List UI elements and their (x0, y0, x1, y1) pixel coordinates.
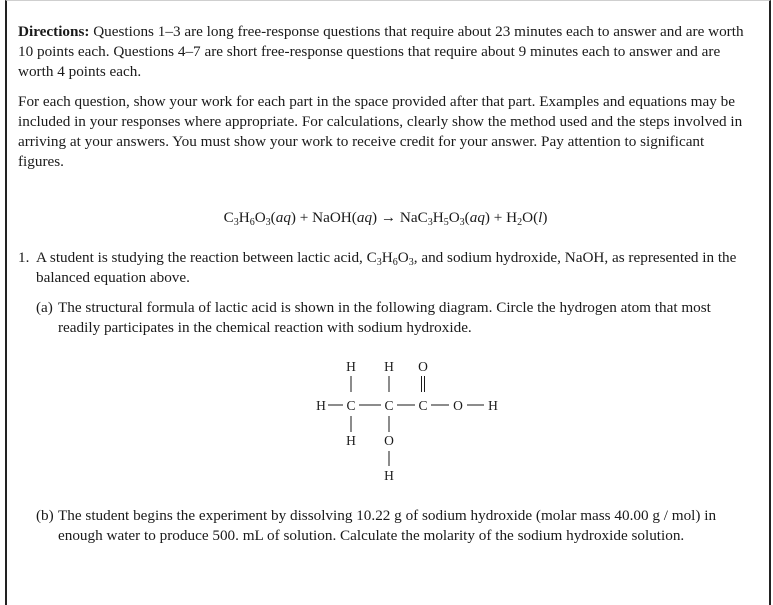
instructions-paragraph: For each question, show your work for each part in the space provided after that part. Examples and equations may be included in your responses where appropriate. For calculations, clearly show the method used and the steps involved in arriving at your answers. You must show your work to receive credit for your answer. Pay attention to significant figures. (18, 93, 743, 170)
directions-label: Directions: (18, 23, 90, 40)
part-b-text: The student begins the experiment by dissolving 10.22 g of sodium hydroxide (molar mass 40.00 g / mol) in enough water to produce 500. mL of solution. Calculate the molarity of the sodium hydroxide solution. (58, 507, 717, 544)
question-1-text: A student is studying the reaction between lactic acid, $C_3H_6O_3$, and sodium hydroxide, NaOH, as represented in the balanced equation above. (36, 249, 737, 286)
question-content (18, 22, 753, 338)
part-a-label: (a) (36, 299, 53, 316)
directions-text: Questions 1–3 are long free-response questions that require about 23 minutes each to answer and are worth 10 points each. Questions 4–7 are short free-response questions that require about 9 minutes each to answer and are worth 4 points each. (18, 23, 744, 80)
atom-o-right: O (453, 398, 463, 413)
atom-h-bottom-1[interactable]: H (346, 433, 356, 448)
atom-o-bottom: O (384, 433, 394, 448)
question-number: 1. (18, 249, 30, 266)
atom-o-top: O (418, 359, 428, 374)
question-1-part-b (36, 506, 753, 546)
atom-c2: C (384, 398, 394, 413)
lactic-acid-structural-formula (280, 357, 520, 485)
directions-paragraph (18, 22, 753, 82)
part-b-label: (b) (36, 507, 54, 524)
atom-h-right[interactable]: H (488, 398, 498, 413)
reaction-arrow: → (380, 209, 397, 226)
atom-c1: C (346, 398, 356, 413)
atom-h-left[interactable]: H (316, 398, 326, 413)
part-a-text: The structural formula of lactic acid is shown in the following diagram. Circle the hydrogen atom that most readily participates in the chemical reaction with sodium hydroxide. (58, 299, 711, 336)
atom-h-bottom-2[interactable]: H (384, 468, 394, 483)
atom-h-top-1[interactable]: H (346, 359, 356, 374)
atom-c3: C (418, 398, 428, 413)
question-1-part-a (36, 298, 753, 338)
atom-h-top-2[interactable]: H (384, 359, 394, 374)
chemical-equation: $C_3H_6O_3(aq)$ + NaOH(aq) → $NaC_3H_5O_3(aq) + H_2O(l)$ (223, 209, 548, 228)
question-1 (18, 248, 753, 288)
